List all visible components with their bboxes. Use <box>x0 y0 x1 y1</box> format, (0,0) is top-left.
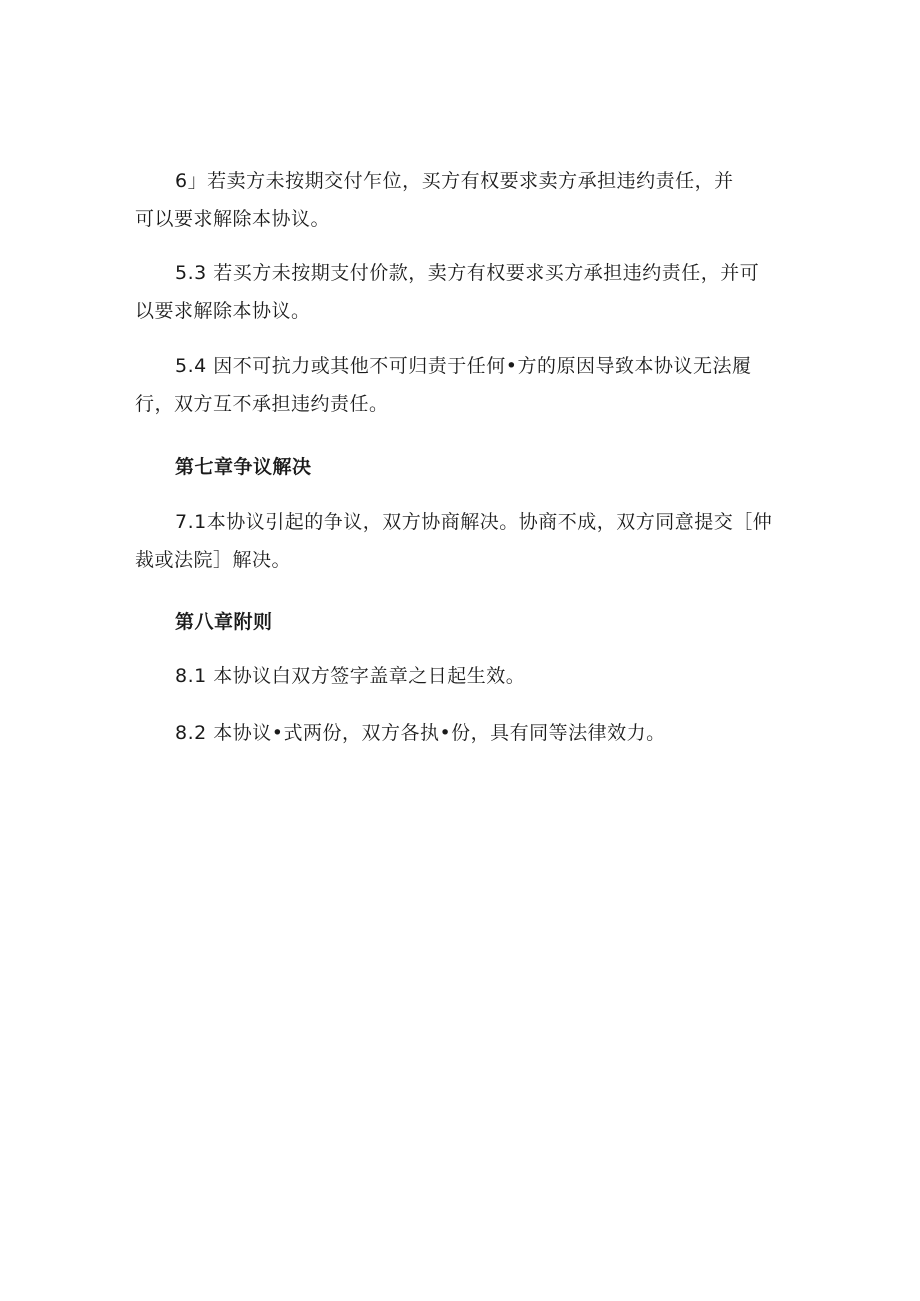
clause-6-line-2: 可以要求解除本协议。 <box>135 208 331 230</box>
clause-8-2 <box>135 714 785 752</box>
clause-6-line-1: 6」若卖方未按期交付乍位，买方有权要求卖方承担违约责任，并 <box>175 170 734 192</box>
clause-8-1-text: 8.1 本协议白双方签字盖章之日起生效。 <box>175 665 526 687</box>
clause-8-2-text: 8.2 本协议•式两份，双方各执•份，具有同等法律效力。 <box>175 722 666 744</box>
clause-7-1-line-1: 7.1本协议引起的争议，双方协商解决。协商不成，双方同意提交［仲 <box>175 511 773 533</box>
clause-5-3-line-1: 5.3 若买方未按期支付价款，卖方有权要求买方承担违约责任，并可 <box>175 262 760 284</box>
clause-5-4-line-1: 5.4 因不可抗力或其他不可归责于任何•方的原因导致本协议无法履 <box>175 355 752 377</box>
chapter-7-heading <box>135 448 785 486</box>
clause-8-1 <box>135 657 785 695</box>
clause-5-3 <box>135 254 785 330</box>
chapter-7-title: 第七章争议解决 <box>175 456 312 478</box>
chapter-8-heading <box>135 603 785 641</box>
clause-5-4 <box>135 347 785 423</box>
clause-7-1 <box>135 503 785 579</box>
clause-7-1-line-2: 裁或法院］解决。 <box>135 549 292 571</box>
chapter-8-title: 第八章附则 <box>175 611 273 633</box>
clause-5-3-line-2: 以要求解除本协议。 <box>135 300 311 322</box>
clause-6 <box>135 162 785 238</box>
clause-5-4-line-2: 行，双方互不承担违约责任。 <box>135 393 389 415</box>
